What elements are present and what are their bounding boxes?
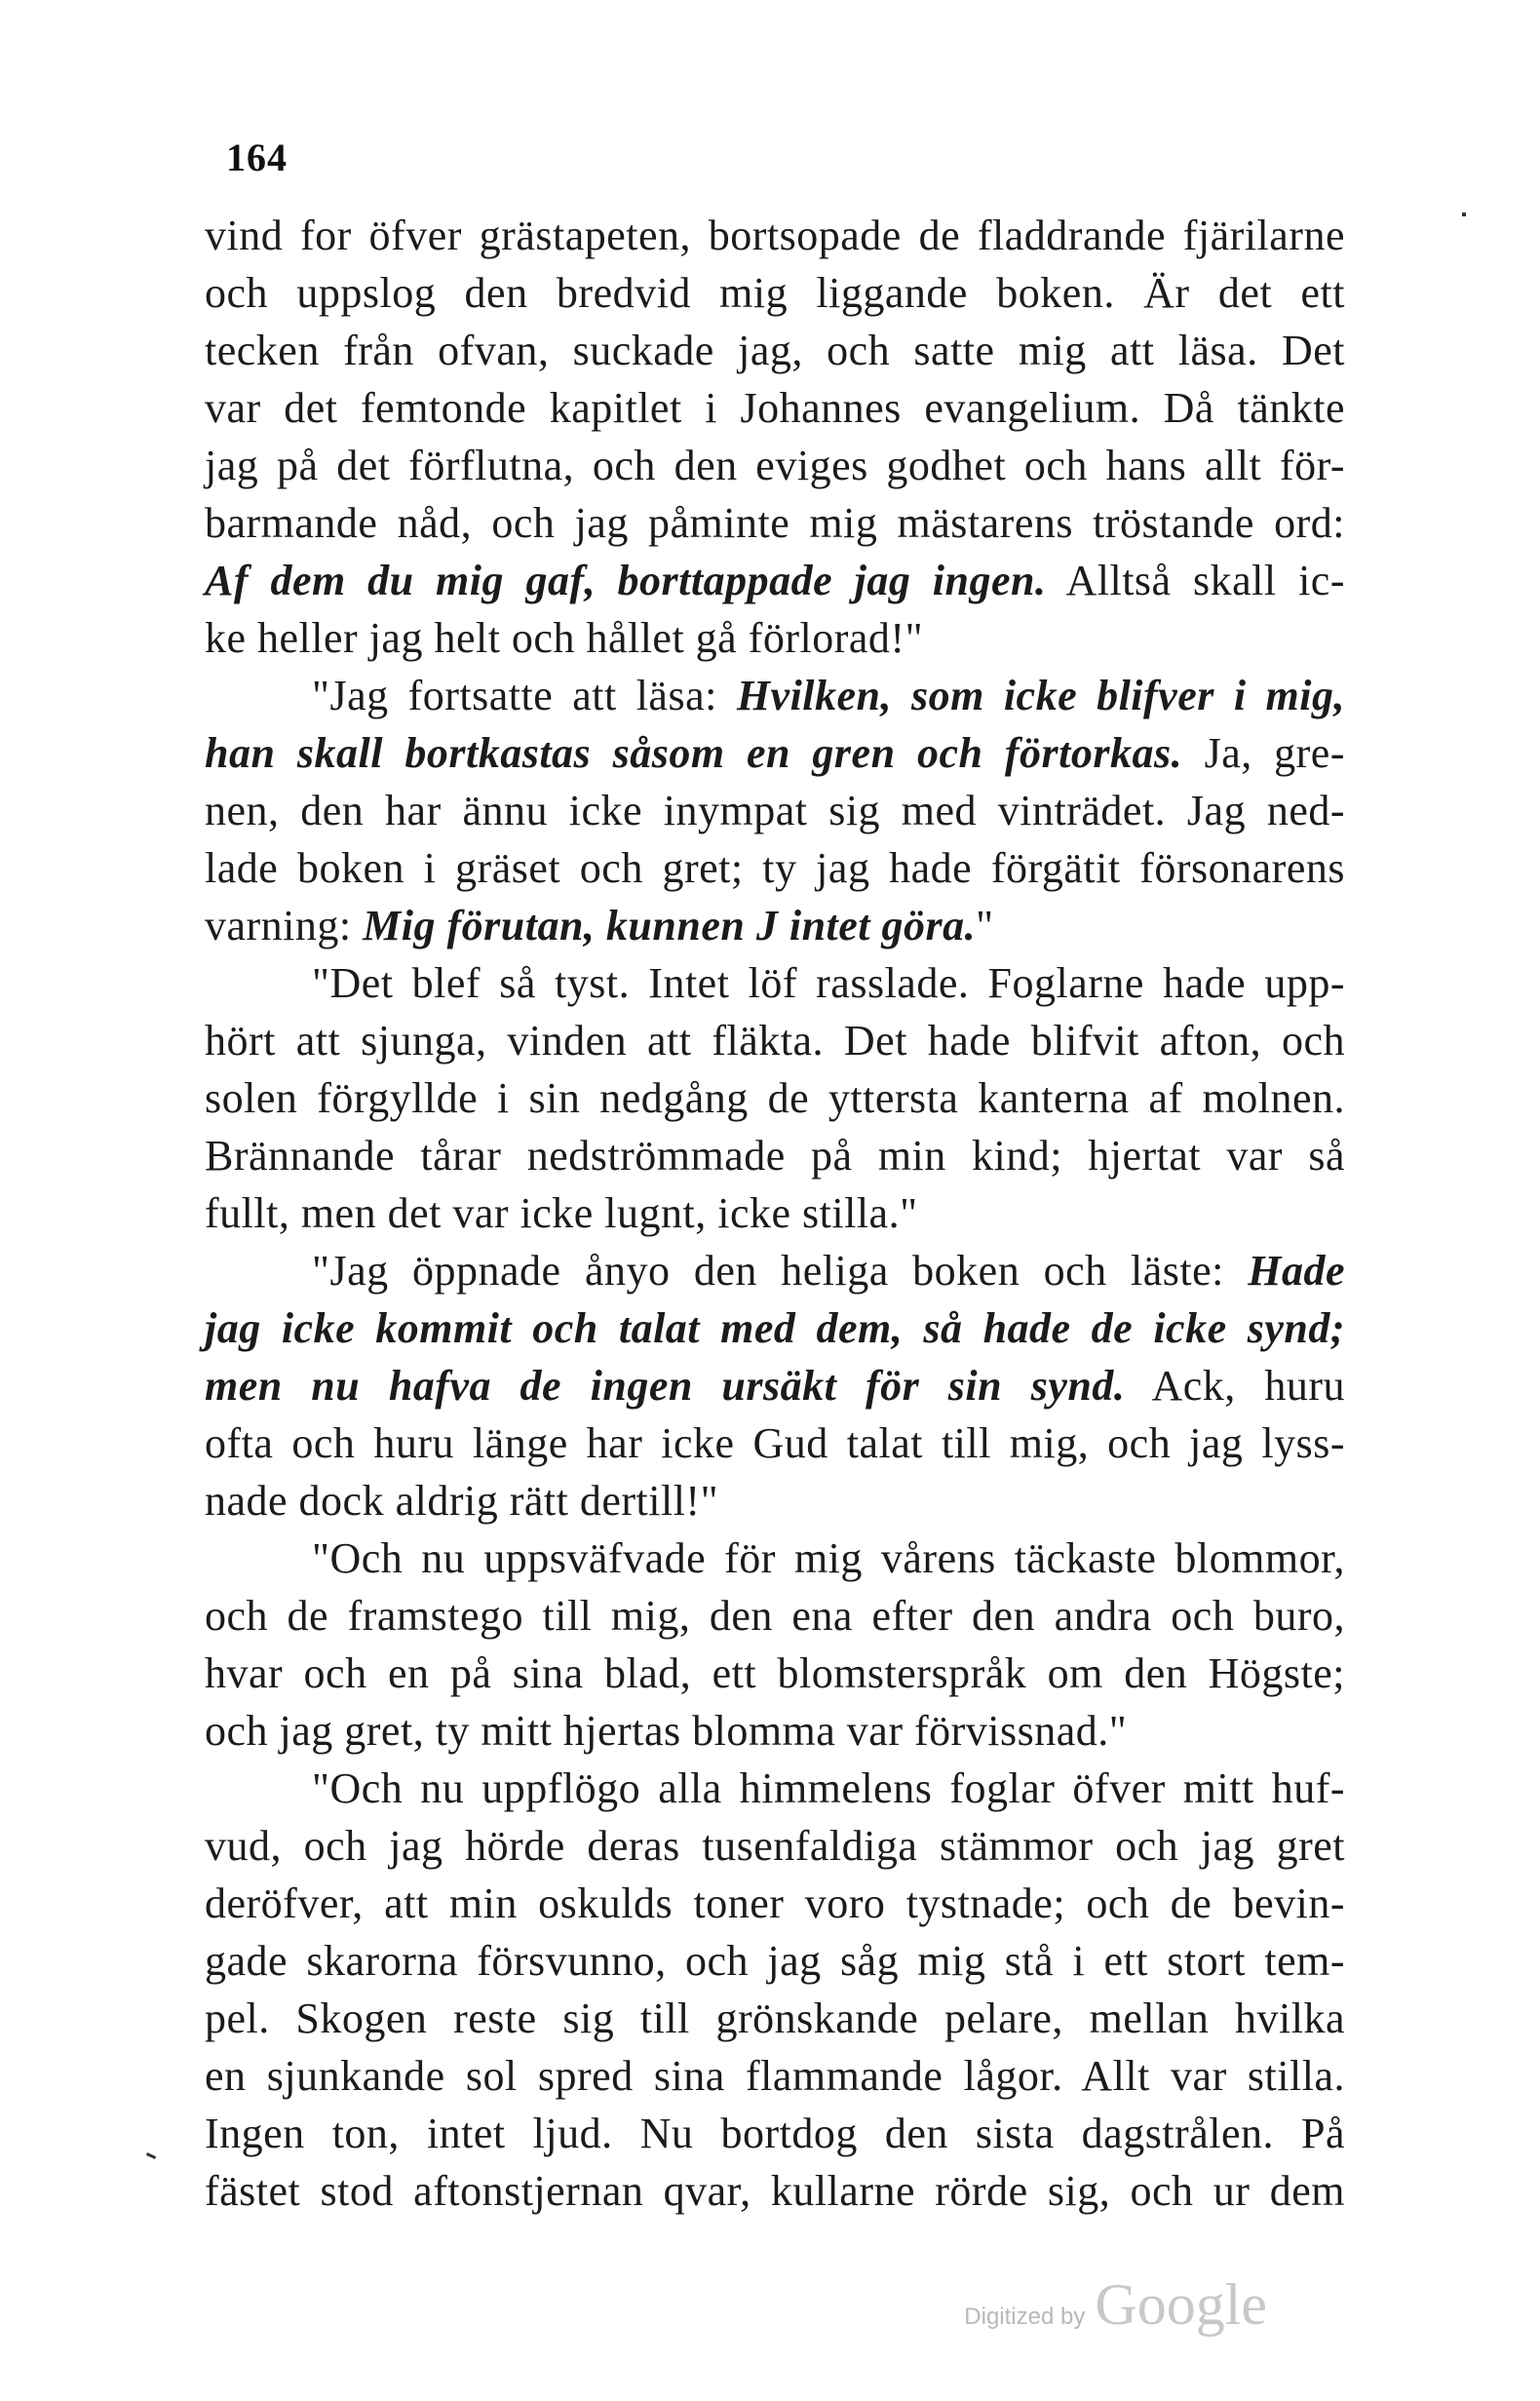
text-line [205,1414,1345,1472]
line-text: vind for öfver grästapeten, bortsopade de fladdrande fjärilarne [205,212,1345,259]
text-line [205,1702,1345,1760]
text-line [205,2047,1345,2105]
text-line [205,2105,1345,2162]
digitized-watermark [964,2271,1267,2339]
line-text: en sjunkande sol spred sina flammande lågor. Allt var stilla. [205,2052,1345,2100]
line-text: " [976,902,994,949]
text-line [205,552,1345,609]
line-text: jag på det förflutna, och den eviges godhet och hans allt för- [205,442,1345,489]
line-text: vud, och jag hörde deras tusenfaldiga stämmor och jag gret [205,1822,1345,1870]
line-text: Ja, gre- [1182,729,1345,777]
text-line [205,1184,1345,1242]
text-line [205,264,1345,322]
text-line [205,1299,1345,1357]
line-text: var det femtonde kapitlet i Johannes evangelium. Då tänkte [205,384,1345,432]
print-speck [1462,213,1466,216]
line-text: "Och nu uppflögo alla himmelens foglar öfver mitt huf- [312,1764,1345,1812]
text-line [205,1587,1345,1645]
line-text: nade dock aldrig rätt dertill!" [205,1477,719,1525]
line-text: "Och nu uppsväfvade för mig vårens täckaste blommor, [312,1534,1345,1582]
line-text: fästet stod aftonstjernan qvar, kullarne rörde sig, och ur dem [205,2167,1345,2215]
line-text: gade skarorna försvunno, och jag såg mig stå i ett stort tem- [205,1937,1345,1985]
line-text: hört att sjunga, vinden att fläkta. Det hade blifvit afton, och [205,1017,1345,1065]
line-text: Ack, huru [1125,1362,1346,1410]
line-text: varning: [205,902,364,949]
italic-quote: jag icke kommit och talat med dem, så hade de icke synd; [205,1304,1345,1352]
text-line [205,1645,1345,1702]
line-text: Alltså skall ic- [1046,557,1345,604]
line-text: och de framstego till mig, den ena efter den andra och buro, [205,1592,1345,1640]
line-text: tecken från ofvan, suckade jag, och satte mig att läsa. Det [205,327,1345,374]
text-line [205,1127,1345,1184]
text-line [205,1357,1345,1414]
text-line [205,1472,1345,1530]
text-line [205,1932,1345,1990]
line-text: ke heller jag helt och hållet gå förlorad!" [205,614,924,662]
italic-quote: Hade [1248,1247,1345,1295]
print-speck [146,2152,156,2159]
line-text: solen förgyllde i sin nedgång de yttersta kanterna af molnen. [205,1074,1345,1122]
google-logo: Google [1095,2272,1267,2337]
text-line [205,379,1345,437]
text-line [205,1990,1345,2047]
text-line [205,322,1345,379]
line-text: och jag gret, ty mitt hjertas blomma var förvissnad." [205,1707,1128,1755]
italic-quote: Mig förutan, kunnen J intet göra. [363,902,977,949]
italic-quote: han skall bortkastas såsom en gren och förtorkas. [205,729,1183,777]
line-text: deröfver, att min oskulds toner voro tystnade; och de bevin- [205,1879,1345,1927]
line-text: nen, den har ännu icke inympat sig med vinträdet. Jag ned- [205,787,1345,834]
line-text: barmande nåd, och jag påminte mig mästarens tröstande ord: [205,499,1345,547]
page-number: 164 [226,136,288,179]
text-line [205,954,1345,1012]
line-text: "Det blef så tyst. Intet löf rasslade. Foglarne hade upp- [312,959,1345,1007]
line-text: Brännande tårar nedströmmade på min kind; hjertat var så [205,1132,1345,1180]
italic-quote: Hvilken, som icke blifver i mig, [736,672,1345,719]
line-text: fullt, men det var icke lugnt, icke stilla." [205,1189,918,1237]
line-text: hvar och en på sina blad, ett blomsterspråk om den Högste; [205,1649,1345,1697]
line-text: ofta och huru länge har icke Gud talat till mig, och jag lyss- [205,1419,1345,1467]
text-line [205,207,1345,264]
text-line [205,437,1345,494]
text-line [205,1530,1345,1587]
italic-quote: Af dem du mig gaf, borttappade jag ingen. [205,557,1047,604]
text-line [205,494,1345,552]
body-text [205,207,1345,2220]
text-line [205,2162,1345,2220]
text-line [205,1817,1345,1875]
line-text: "Jag öppnade ånyo den heliga boken och läste: [312,1247,1249,1295]
text-line [205,1242,1345,1299]
text-line [205,1012,1345,1069]
text-line [205,839,1345,897]
line-text: pel. Skogen reste sig till grönskande pelare, mellan hvilka [205,1994,1345,2042]
line-text: "Jag fortsatte att läsa: [312,672,737,719]
text-line [205,667,1345,724]
text-line [205,782,1345,839]
line-text: lade boken i gräset och gret; ty jag hade förgätit försonarens [205,844,1345,892]
text-line [205,1760,1345,1817]
text-line [205,1875,1345,1932]
text-line [205,897,1345,954]
line-text: och uppslog den bredvid mig liggande boken. Är det ett [205,269,1345,317]
watermark-prefix: Digitized by [964,2304,1086,2330]
text-line [205,609,1345,667]
text-line [205,1069,1345,1127]
text-line [205,724,1345,782]
line-text: Ingen ton, intet ljud. Nu bortdog den sista dagstrålen. På [205,2110,1345,2157]
italic-quote: men nu hafva de ingen ursäkt för sin synd. [205,1362,1126,1410]
